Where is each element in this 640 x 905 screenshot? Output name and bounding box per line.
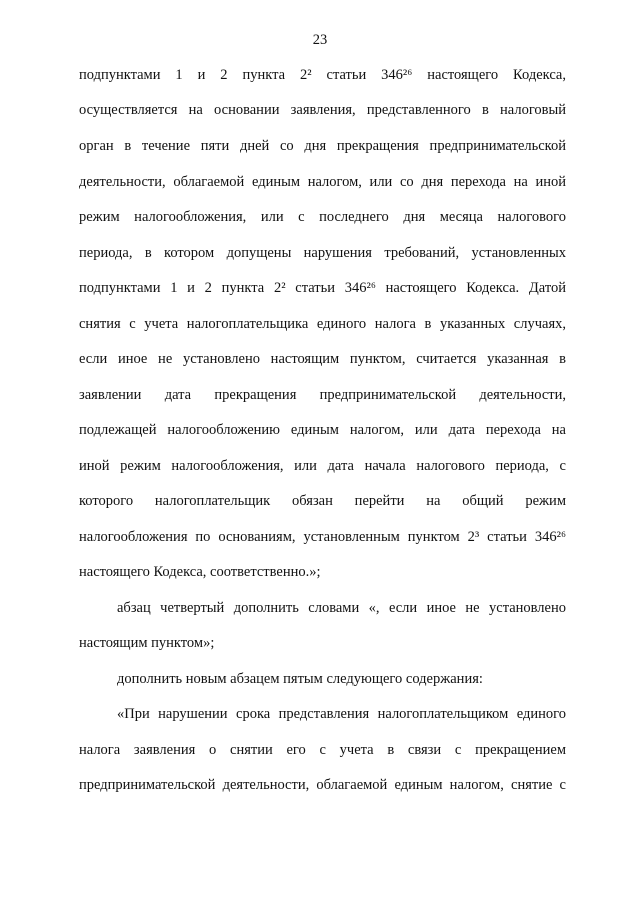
text-line: подпунктами 1 и 2 пункта 2² статьи 346²⁶ настоящего Кодекса. Датой — [79, 280, 566, 296]
text-line: режим налогообложения, или с последнего дня месяца налогового — [79, 209, 566, 225]
text-line: настоящим пунктом»; — [79, 635, 215, 651]
text-line: налога заявления о снятии его с учета в связи с прекращением — [79, 742, 566, 758]
text-line: подлежащей налогообложению единым налогом, или дата перехода на — [79, 422, 566, 438]
text-line: деятельности, облагаемой единым налогом, или со дня перехода на иной — [79, 174, 566, 190]
text-line: иной режим налогообложения, или дата начала налогового периода, с — [79, 458, 566, 474]
text-line: орган в течение пяти дней со дня прекращения предпринимательской — [79, 138, 566, 154]
text-line: периода, в котором допущены нарушения требований, установленных — [79, 245, 566, 261]
text-line: налогообложения по основаниям, установленным пунктом 2³ статьи 346²⁶ — [79, 529, 566, 545]
text-line: если иное не установлено настоящим пунктом, считается указанная в — [79, 351, 566, 367]
paragraph-first-line: абзац четвертый дополнить словами «, если иное не установлено — [117, 600, 566, 616]
page-number: 23 — [312, 32, 328, 48]
text-line: заявлении дата прекращения предпринимательской деятельности, — [79, 387, 566, 403]
text-line: осуществляется на основании заявления, представленного в налоговый — [79, 102, 566, 118]
text-line: снятия с учета налогоплательщика единого налога в указанных случаях, — [79, 316, 566, 332]
text-line: предпринимательской деятельности, облагаемой единым налогом, снятие с — [79, 777, 566, 793]
paragraph-first-line: «При нарушении срока представления налогоплательщиком единого — [117, 706, 566, 722]
text-line: которого налогоплательщик обязан перейти на общий режим — [79, 493, 566, 509]
text-line: подпунктами 1 и 2 пункта 2² статьи 346²⁶ настоящего Кодекса, — [79, 67, 566, 83]
text-line: настоящего Кодекса, соответственно.»; — [79, 564, 321, 580]
paragraph-first-line: дополнить новым абзацем пятым следующего содержания: — [117, 671, 483, 687]
